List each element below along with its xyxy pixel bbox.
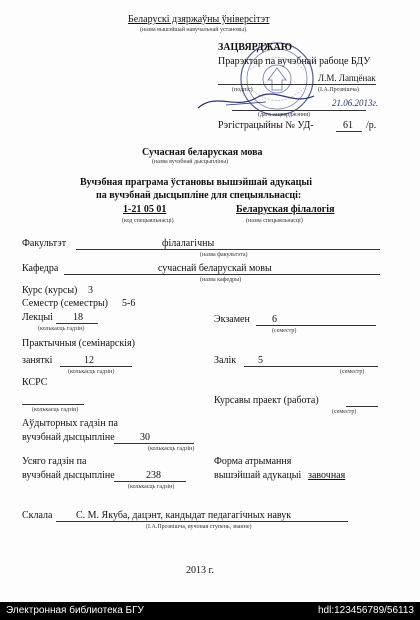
form-label-1: Форма атрымання (214, 456, 292, 467)
approval-line-1: Прарэктар па вучэбнай рабоце БДУ (218, 56, 371, 67)
practical-label-2: заняткі (22, 355, 53, 366)
coursework-line (346, 406, 378, 407)
specialty-name-caption: (назва спецыяльнасці) (246, 218, 303, 224)
lectures-label: Лекцыі (22, 312, 53, 323)
ksrs-line (22, 404, 84, 405)
signature-caption: (подпіс) (232, 87, 253, 93)
form-label-2: вышэйшай адукацыі (214, 470, 302, 481)
practical-line (60, 366, 132, 367)
registration-line (336, 131, 362, 132)
exam-label: Экзамен (214, 314, 250, 325)
auditory-label-2: вучэбнай дысцыпліне (22, 432, 115, 443)
coursework-label: Курсавы праект (работа) (214, 395, 319, 406)
lectures-line (56, 323, 98, 324)
registration-number: 61 (343, 120, 353, 131)
total-line (114, 481, 186, 482)
auditory-label-1: Аўдыторных гадзін па (22, 418, 118, 429)
lectures-caption: (колькасць гадзін) (38, 326, 85, 332)
semester-value: 5-6 (122, 298, 136, 309)
discipline-caption: (назва вучэбнай дысцыпліны) (152, 159, 229, 165)
author-value: С. М. Якуба, дацэнт, кандыдат педагагічных навук (76, 510, 292, 521)
registration-label: Рэгістрацыйны № УД- (218, 120, 314, 131)
date-caption: (дата зацвярджэння) (258, 112, 311, 118)
total-label-1: Усяго гадзін па (22, 456, 87, 467)
auditory-value: 30 (140, 432, 150, 443)
department-value: сучаснай беларускай мовы (158, 263, 272, 274)
practical-caption: (колькасць гадзін) (68, 369, 115, 375)
faculty-label: Факультэт (22, 238, 67, 249)
credit-line (244, 366, 378, 367)
approval-signer: Л.М. Лапцёнак (318, 73, 376, 83)
department-label: Кафедра (22, 263, 59, 274)
ksrs-caption: (колькасць гадзін) (32, 407, 79, 413)
credit-label: Залік (214, 355, 237, 366)
program-title-line-1: Вучэбная праграма ўстановы вышэйшай адукацыі (80, 177, 312, 188)
author-caption: (І.А.Прозвішча, вучоная ступень, званне) (146, 524, 252, 530)
credit-caption: (семестр) (340, 369, 365, 375)
university-name: Беларускі дзяржаўны ўніверсітэт (128, 14, 270, 25)
author-line (56, 521, 348, 522)
form-value: завочная (308, 470, 346, 481)
document-year: 2013 г. (186, 565, 214, 576)
date-line (232, 110, 366, 111)
department-caption: (назва кафедры) (200, 277, 242, 283)
specialty-code-caption: (код спецыяльнасці) (122, 218, 174, 224)
signer-name-caption: (І.А.Прозвішча) (318, 87, 359, 93)
approval-date: 21.06.2013г. (332, 98, 379, 108)
specialty-name: Беларуская філалогія (236, 204, 335, 215)
total-label-2: вучэбнай дысцыпліне (22, 470, 115, 481)
auditory-caption: (колькасць гадзін) (148, 446, 195, 452)
registration-suffix: /р. (366, 120, 377, 131)
total-value: 238 (146, 470, 161, 481)
approval-title: ЗАЦВЯРДЖАЮ (218, 42, 292, 53)
total-caption: (колькасць гадзін) (128, 484, 175, 490)
auditory-line (114, 443, 194, 444)
course-label: Курс (курсы) (22, 285, 78, 296)
department-line (64, 274, 380, 275)
library-footer-bar (0, 602, 420, 620)
author-label: Склала (22, 510, 53, 521)
exam-value: 6 (272, 314, 277, 325)
lectures-value: 18 (73, 312, 83, 323)
credit-value: 5 (258, 355, 263, 366)
practical-value: 12 (84, 355, 94, 366)
signature-line (218, 84, 376, 85)
semester-label: Семестр (семестры) (22, 298, 109, 309)
faculty-line (76, 249, 380, 250)
faculty-value: філалагічны (162, 238, 215, 249)
handwritten-signature (196, 90, 346, 112)
specialty-code: 1-21 05 01 (123, 204, 167, 215)
university-caption: (назва вышэйшай навучальнай установы) (140, 27, 247, 33)
practical-label: Практычныя (семінарскія) (22, 338, 135, 349)
footer-library-name: Электронная библиотека БГУ (6, 605, 144, 616)
discipline-name: Сучасная беларуская мова (142, 147, 263, 158)
course-value: 3 (88, 285, 93, 296)
exam-line (256, 325, 376, 326)
faculty-caption: (назва факультэта) (200, 252, 248, 258)
exam-caption: (семестр) (272, 328, 297, 334)
coursework-caption: (семестр) (332, 409, 357, 415)
footer-handle-link[interactable]: hdl:123456789/56113 (317, 605, 414, 616)
program-title-line-2: па вучэбнай дысцыпліне для спецыяльнасці: (96, 190, 302, 201)
ksrs-label: КСРС (22, 377, 48, 388)
